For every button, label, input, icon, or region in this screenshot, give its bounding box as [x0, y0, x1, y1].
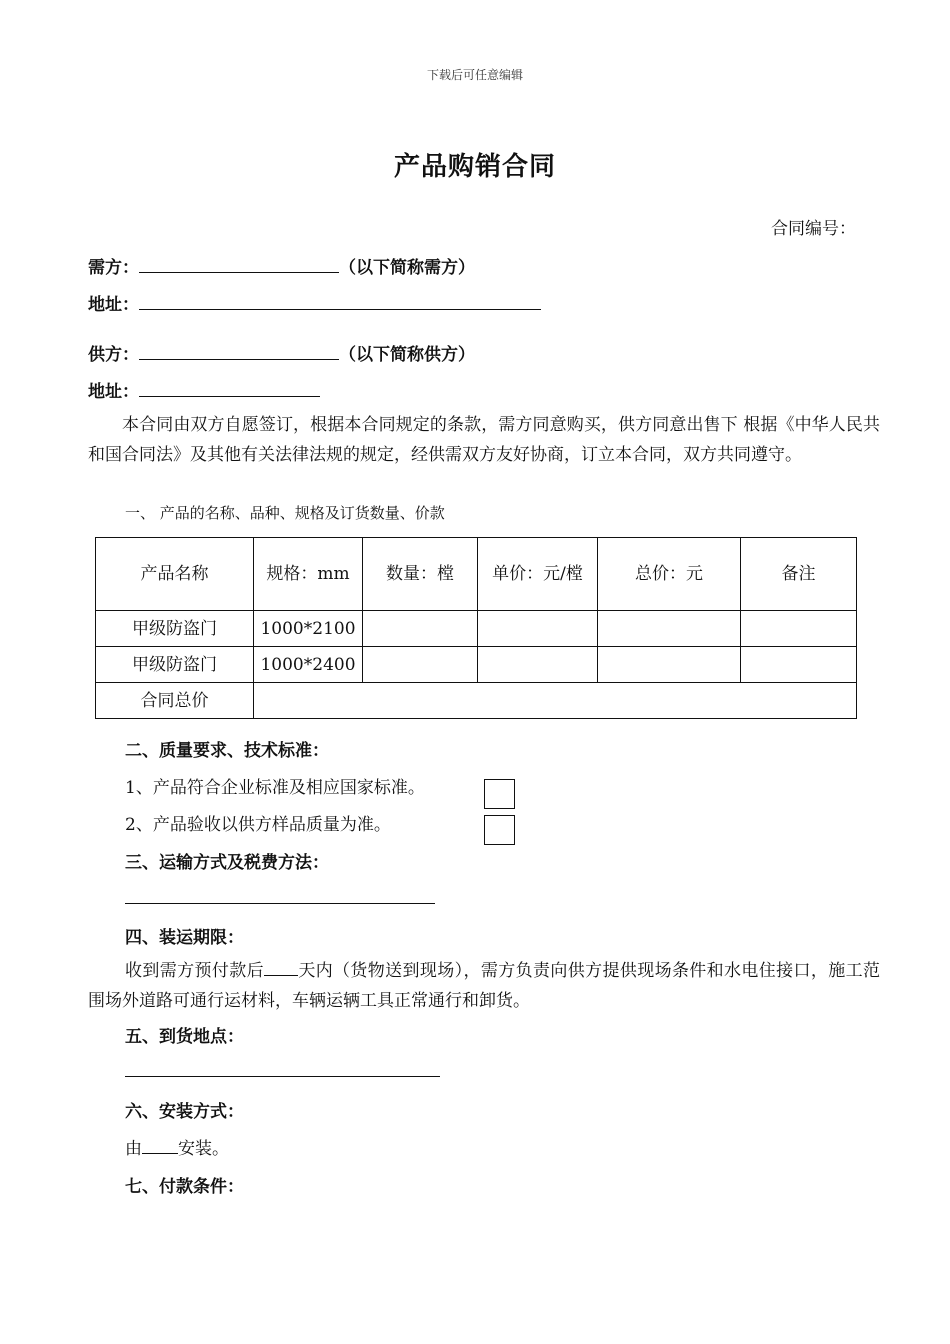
quality-item-2: 2、产品验收以供方样品质量为准。: [125, 815, 391, 835]
section5-heading: 五、到货地点：: [125, 1027, 244, 1047]
table-cell[interactable]: [741, 611, 857, 647]
installation-text-a: 由: [125, 1139, 142, 1159]
table-total-row: [96, 683, 857, 719]
table-header-cell: 单价：元/樘: [478, 538, 598, 611]
table-cell[interactable]: [478, 647, 598, 683]
total-value-cell[interactable]: [254, 683, 857, 719]
quality-item-1: 1、产品符合企业标准及相应国家标准。: [125, 778, 425, 798]
total-label-cell: 合同总价: [96, 683, 254, 719]
table-cell[interactable]: [363, 647, 478, 683]
buyer-suffix: （以下简称需方）: [339, 258, 475, 278]
buyer-label: 需方：: [88, 258, 139, 278]
table-header-row: [96, 538, 857, 611]
table-cell: 甲级防盗门: [96, 647, 254, 683]
delivery-text-a: 收到需方预付款后: [125, 961, 264, 981]
delivery-period-paragraph: [88, 956, 880, 1016]
section7-heading: 七、付款条件：: [125, 1177, 244, 1197]
document-title: 产品购销合同: [393, 152, 556, 182]
buyer-address-line: [88, 290, 541, 315]
seller-line: [88, 340, 475, 365]
seller-label: 供方：: [88, 345, 139, 365]
delivery-location-blank[interactable]: [125, 1076, 440, 1077]
buyer-address-blank[interactable]: [139, 291, 541, 310]
section4-heading: 四、装运期限：: [125, 928, 244, 948]
table-cell: 1000*2400: [254, 647, 363, 683]
section3-heading: 三、运输方式及税费方法：: [125, 853, 329, 873]
installer-blank[interactable]: [142, 1135, 178, 1154]
delivery-days-blank[interactable]: [264, 957, 298, 976]
table-cell: 甲级防盗门: [96, 611, 254, 647]
table-cell[interactable]: [741, 647, 857, 683]
installation-line: [125, 1134, 229, 1159]
table-cell[interactable]: [598, 647, 741, 683]
section1-heading: 一、 产品的名称、品种、规格及订货数量、价款: [125, 504, 445, 522]
table-header-cell: 产品名称: [96, 538, 254, 611]
seller-address-blank[interactable]: [139, 378, 320, 397]
table-cell[interactable]: [478, 611, 598, 647]
table-cell: 1000*2100: [254, 611, 363, 647]
table-cell[interactable]: [598, 611, 741, 647]
quality-item-1-checkbox[interactable]: [484, 779, 515, 809]
table-cell[interactable]: [363, 611, 478, 647]
buyer-address-label: 地址：: [88, 295, 139, 315]
buyer-name-blank[interactable]: [139, 254, 339, 273]
intro-paragraph: 本合同由双方自愿签订，根据本合同规定的条款，需方同意购买，供方同意出售下 根据《中华人民共和国合同法》及其他有关法律法规的规定，经供需双方友好协商，订立本合同，双方共同遵守。: [88, 415, 880, 465]
section2-heading: 二、质量要求、技术标准：: [125, 741, 329, 761]
section6-heading: 六、安装方式：: [125, 1102, 244, 1122]
seller-address-line: [88, 377, 320, 402]
table-header-cell: 备注: [741, 538, 857, 611]
table-header-cell: 数量：樘: [363, 538, 478, 611]
contract-number-label: 合同编号：: [771, 219, 856, 239]
buyer-line: [88, 253, 475, 278]
table-row: [96, 611, 857, 647]
installation-text-b: 安装。: [178, 1139, 229, 1159]
table-header-cell: 总价：元: [598, 538, 741, 611]
product-table: [95, 537, 857, 719]
table-row: [96, 647, 857, 683]
seller-suffix: （以下简称供方）: [339, 345, 475, 365]
page-header-note: 下载后可任意编辑: [426, 68, 523, 82]
seller-address-label: 地址：: [88, 382, 139, 402]
quality-item-2-checkbox[interactable]: [484, 815, 515, 845]
delivery-text-b: 天内（货物送到现场），需方负责向供方提供现场条件和水电住接口，施工范围场外道路可通行运材料，车辆运辆工具正常通行和卸货。: [88, 961, 880, 1011]
seller-name-blank[interactable]: [139, 341, 339, 360]
transport-blank[interactable]: [125, 903, 435, 904]
table-header-cell: 规格：mm: [254, 538, 363, 611]
